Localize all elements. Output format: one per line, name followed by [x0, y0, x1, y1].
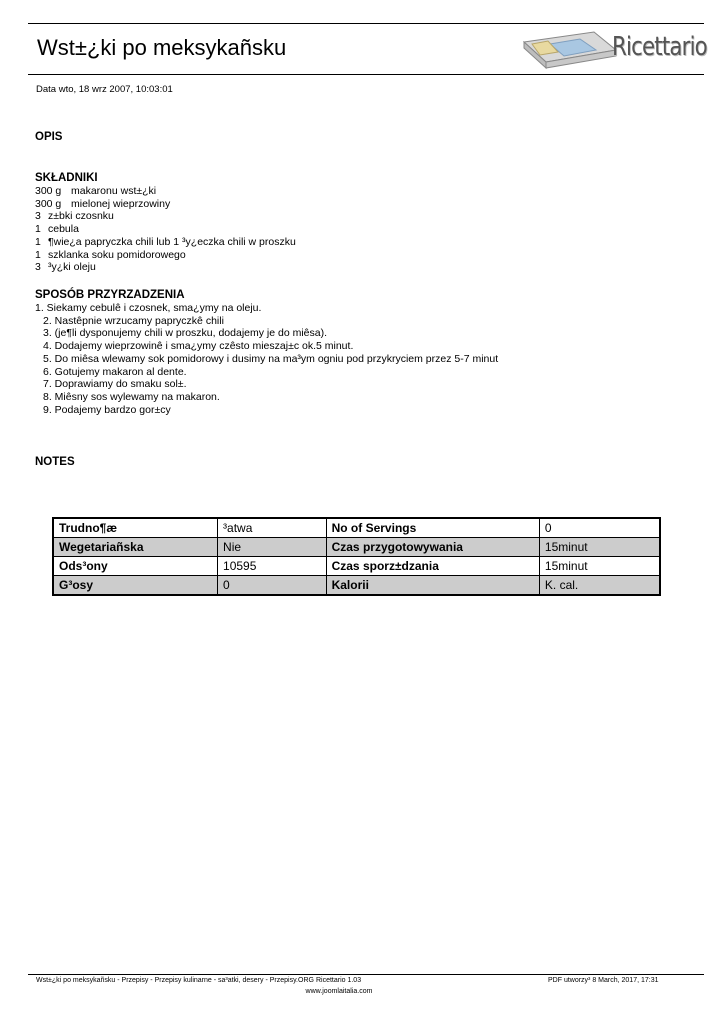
header-bottom-rule	[28, 74, 704, 75]
table-cell: 15minut	[539, 557, 660, 576]
step-item: 7. Doprawiamy do smaku sol±.	[43, 378, 187, 391]
step-item: 3. (je¶li dysponujemy chili w proszku, dodajemy je do miêsa).	[43, 327, 328, 340]
ingredient-item: 1 szklanka soku pomidorowego	[35, 248, 186, 261]
step-item: 8. Miêsny sos wylewamy na makaron.	[43, 390, 220, 403]
step-item: 2. Nastêpnie wrzucamy papryczkê chili	[43, 314, 224, 327]
table-row	[53, 576, 660, 596]
ingredient-item: 3 z±bki czosnku	[35, 210, 114, 223]
table-cell: Wegetariañska	[53, 538, 218, 557]
recipe-title: Wst±¿ki po meksykañsku	[37, 35, 287, 60]
table-cell: Nie	[218, 538, 327, 557]
recipe-info-table	[52, 517, 661, 596]
table-cell: Trudno¶æ	[53, 518, 218, 538]
cookbook-icon	[520, 28, 620, 70]
ingredients-list	[35, 185, 296, 274]
step-item: 4. Dodajemy wieprzowinê i sma¿ymy czêsto mieszaj±c ok.5 minut.	[43, 340, 354, 353]
table-cell: Ods³ony	[53, 557, 218, 576]
table-row	[53, 538, 660, 557]
table-cell: ³atwa	[218, 518, 327, 538]
table-cell: 15minut	[539, 538, 660, 557]
logo-wordmark: Ricettario	[612, 32, 707, 62]
section-opis-heading: OPIS	[35, 131, 63, 143]
table-cell: Czas sporz±dzania	[326, 557, 539, 576]
table-cell: G³osy	[53, 576, 218, 596]
table-cell: Czas przygotowywania	[326, 538, 539, 557]
preparation-steps	[35, 302, 498, 416]
ingredient-item: 1 cebula	[35, 223, 79, 236]
table-cell: 0	[218, 576, 327, 596]
table-cell: 0	[539, 518, 660, 538]
table-cell: K. cal.	[539, 576, 660, 596]
table-row	[53, 557, 660, 576]
step-item: 1. Siekamy cebulê i czosnek, sma¿ymy na oleju.	[35, 302, 262, 314]
step-item: 9. Podajemy bardzo gor±cy	[43, 403, 171, 416]
table-cell: 10595	[218, 557, 327, 576]
date-line: Data wto, 18 wrz 2007, 10:03:01	[36, 84, 173, 95]
ingredient-item: 300 g makaronu wst±¿ki	[35, 185, 157, 197]
table-cell: No of Servings	[326, 518, 539, 538]
ricettario-logo	[520, 28, 706, 70]
section-ingredients-heading: SKŁADNIKI	[35, 172, 98, 184]
step-item: 5. Do miêsa wlewamy sok pomidorowy i dusimy na ma³ym ogniu pod przykryciem przez 5-7 minut	[43, 352, 499, 365]
footer-version: Ricettario 1.03	[315, 977, 362, 984]
table-row	[53, 518, 660, 538]
footer-rule	[28, 974, 704, 975]
section-notes-heading: NOTES	[35, 456, 75, 468]
step-item: 6. Gotujemy makaron al dente.	[43, 365, 187, 378]
table-cell: Kalorii	[326, 576, 539, 596]
ingredient-item: 300 g mielonej wieprzowiny	[35, 197, 171, 210]
footer-url[interactable]: www.joomlaitalia.com	[305, 988, 373, 995]
footer-date: PDF utworzy³ 8 March, 2017, 17:31	[548, 977, 659, 984]
footer-left-text: Wst±¿ki po meksykañsku - Przepisy - Przepisy kulinarne - sa³atki, desery - Przepisy.ORG Ricettario 1.03	[36, 977, 362, 984]
section-preparation-heading: SPOSÓB PRZYRZADZENIA	[35, 289, 185, 301]
ingredient-item: 3 ³y¿ki oleju	[35, 261, 96, 274]
header-top-rule	[28, 23, 704, 24]
ingredient-item: 1 ¶wie¿a papryczka chili lub 1 ³y¿eczka chili w proszku	[35, 235, 296, 248]
